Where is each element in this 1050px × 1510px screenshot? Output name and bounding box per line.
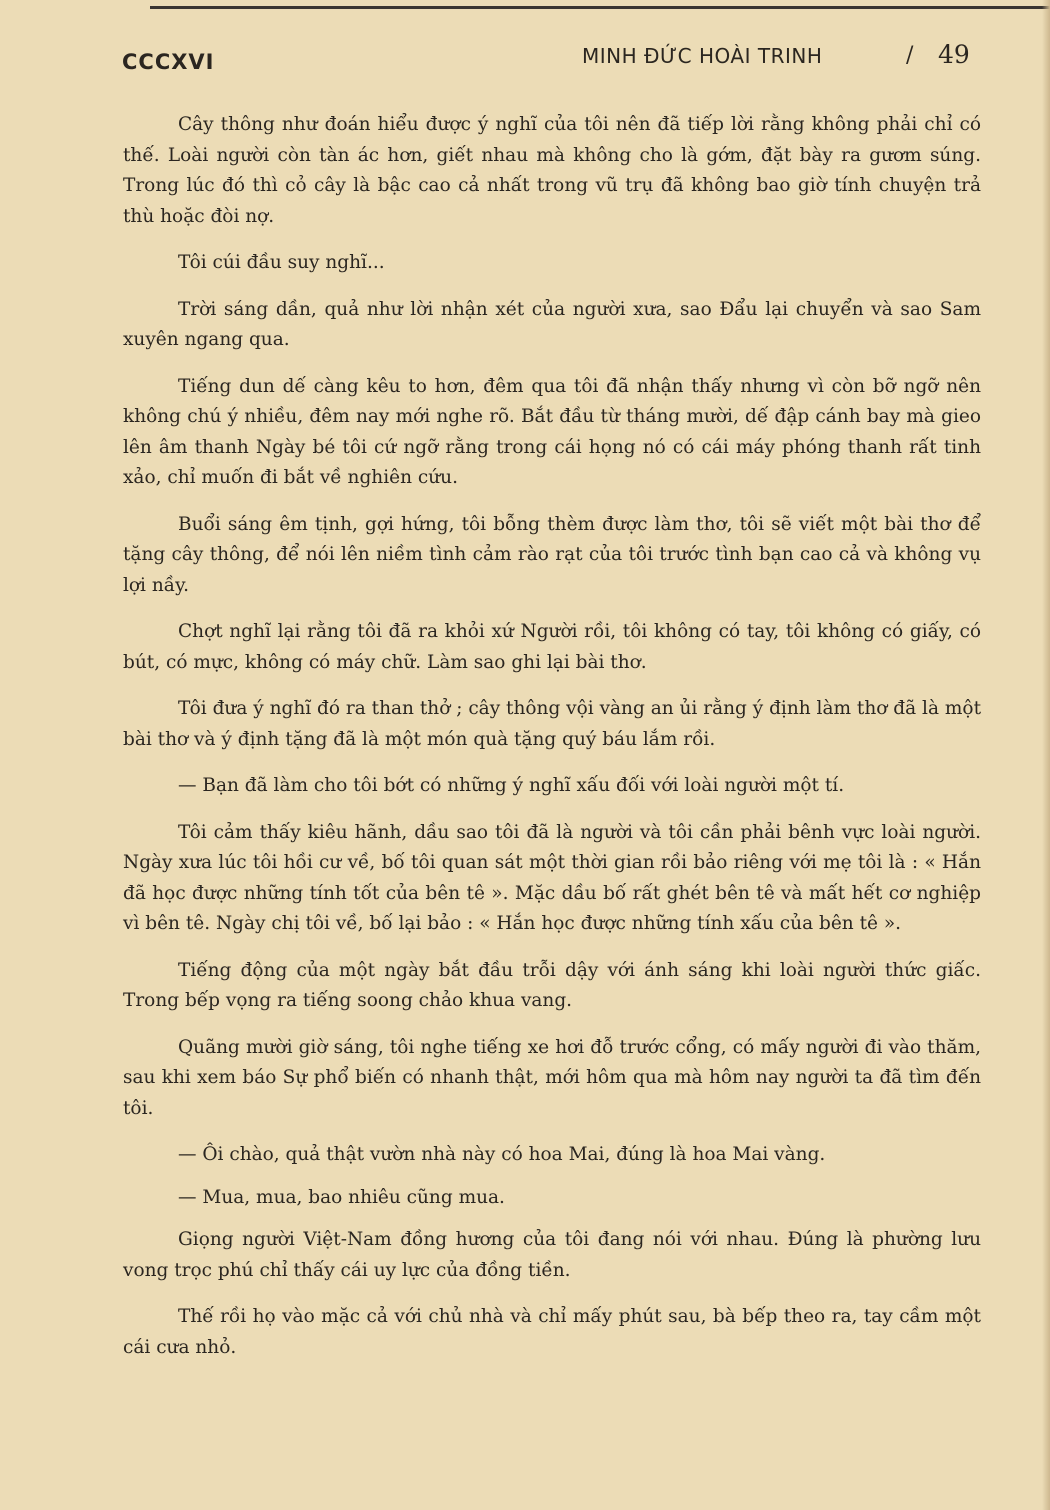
paragraph: Tiếng dun dế càng kêu to hơn, đêm qua tôi đã nhận thấy nhưng vì còn bỡ ngỡ nên không chú ý nhiều, đêm nay mới nghe rõ. Bắt đầu từ tháng mười, dế đập cánh bay mà gieo lên âm thanh Ngày bé tôi cứ ngỡ rằng trong cái họng nó có cái máy phóng thanh rất tinh xảo, chỉ muốn đi bắt về nghiên cứu. xyxy=(123,375,981,488)
issue-label: CCCXVI xyxy=(122,50,215,74)
paragraph: Tôi đưa ý nghĩ đó ra than thở ; cây thông vội vàng an ủi rằng ý định làm thơ đã là một bài thơ và ý định tặng đã là một món quà tặng quý báu lắm rồi. xyxy=(123,698,981,750)
running-header xyxy=(0,40,1050,80)
paragraph: Chợt nghĩ lại rằng tôi đã ra khỏi xứ Người rồi, tôi không có tay, tôi không có giấy, có bút, có mực, không có máy chữ. Làm sao ghi lại bài thơ. xyxy=(123,621,981,673)
dialogue-line: — Bạn đã làm cho tôi bớt có những ý nghĩ xấu đối với loài người một tí. xyxy=(178,775,845,796)
page-number: 49 xyxy=(938,40,970,69)
body-text xyxy=(123,110,981,1379)
dialogue-line: — Mua, mua, bao nhiêu cũng mua. xyxy=(178,1186,505,1208)
paragraph: Buổi sáng êm tịnh, gợi hứng, tôi bỗng thèm được làm thơ, tôi sẽ viết một bài thơ để tặng cây thông, để nói lên niềm tình cảm rào rạt của tôi trước tình bạn cao cả và không vụ lợi nầy. xyxy=(123,513,981,596)
paragraph: Cây thông như đoán hiểu được ý nghĩ của tôi nên đã tiếp lời rằng không phải chỉ có thế. Loài người còn tàn ác hơn, giết nhau mà không cho là gớm, đặt bày ra gươm súng. Trong lúc đó thì cỏ cây là bậc cao cả nhất trong vũ trụ đã không bao giờ tính chuyện trả thù hoặc đòi nợ. xyxy=(123,114,981,227)
paragraph: Quãng mười giờ sáng, tôi nghe tiếng xe hơi đỗ trước cổng, có mấy người đi vào thăm, sau khi xem báo Sự phổ biến có nhanh thật, mới hôm qua mà hôm nay người ta đã tìm đến tôi. xyxy=(123,1036,981,1119)
paragraph: Thế rồi họ vào mặc cả với chủ nhà và chỉ mấy phút sau, bà bếp theo ra, tay cầm một cái cưa nhỏ. xyxy=(123,1306,981,1358)
paragraph: Giọng người Việt-Nam đồng hương của tôi đang nói với nhau. Đúng là phường lưu vong trọc phú chỉ thấy cái uy lực của đồng tiền. xyxy=(123,1229,981,1281)
paragraph: Tôi cảm thấy kiêu hãnh, dầu sao tôi đã là người và tôi cần phải bênh vực loài người. Ngày xưa lúc tôi hồi cư về, bố tôi quan sát một thời gian rồi bảo riêng với mẹ tôi là : « Hắn đã học được những tính tốt của bên tê ». Mặc dầu bố rất ghét bên tê và mất hết cơ nghiệp vì bên tê. Ngày chị tôi về, bố lại bảo : « Hắn học được những tính xấu của bên tê ». xyxy=(123,821,981,934)
page-edge-shadow xyxy=(1042,0,1050,1510)
header-separator: / xyxy=(906,43,914,68)
paragraph: Trời sáng dần, quả như lời nhận xét của người xưa, sao Đẩu lại chuyển và sao Sam xuyên ngang qua. xyxy=(123,298,981,350)
paragraph: Tiếng động của một ngày bắt đầu trỗi dậy với ánh sáng khi loài người thức giấc. Trong bếp vọng ra tiếng soong chảo khua vang. xyxy=(123,959,981,1011)
author-title: MINH ĐỨC HOÀI TRINH xyxy=(582,44,823,68)
top-rule xyxy=(150,6,1050,9)
paragraph: Tôi cúi đầu suy nghĩ... xyxy=(178,252,385,273)
dialogue-line: — Ôi chào, quả thật vườn nhà này có hoa Mai, đúng là hoa Mai vàng. xyxy=(178,1144,826,1165)
